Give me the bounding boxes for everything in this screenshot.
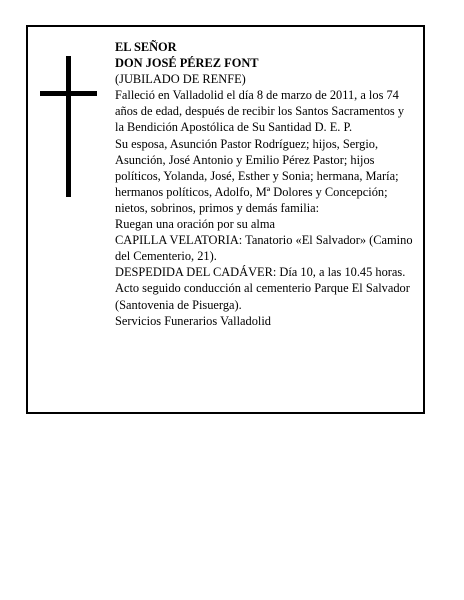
prayer-request: Ruegan una oración por su alma (115, 217, 275, 232)
deceased-name: DON JOSÉ PÉREZ FONT (115, 56, 259, 71)
notice-title: EL SEÑOR (115, 40, 177, 54)
farewell-info: DESPEDIDA DEL CADÁVER: Día 10, a las 10.45 horas. Acto seguido conducción al cementerio Parque El Salvador (Santovenia de Pisuerga). (115, 265, 410, 312)
cross-icon (40, 56, 97, 197)
funeral-services: Servicios Funerarios Valladolid (115, 313, 272, 328)
chapel-info: CAPILLA VELATORIA: Tanatorio «El Salvador» (Camino del Cementerio, 21). (115, 233, 413, 264)
deceased-occupation: (JUBILADO DE RENFE) (115, 72, 246, 87)
obituary-notice (26, 25, 425, 414)
family-list: Su esposa, Asunción Pastor Rodríguez; hijos, Sergio, Asunción, José Antonio y Emilio Pérez Pastor; hijos políticos, Yolanda, José, Esther y Sonia; hermana, María; hermanos políticos, Adolfo, Mª Dolores y Concepción; nietos, sobrinos, primos y demás familia: (115, 136, 399, 215)
cross-horizontal-bar (40, 91, 97, 96)
notice-text (115, 39, 415, 329)
death-announcement: Falleció en Valladolid el día 8 de marzo de 2011, a los 74 años de edad, después de recibir los Santos Sacramentos y la Bendición Apostólica de Su Santidad D. E. P. (115, 88, 405, 135)
cross-vertical-bar (66, 56, 71, 197)
